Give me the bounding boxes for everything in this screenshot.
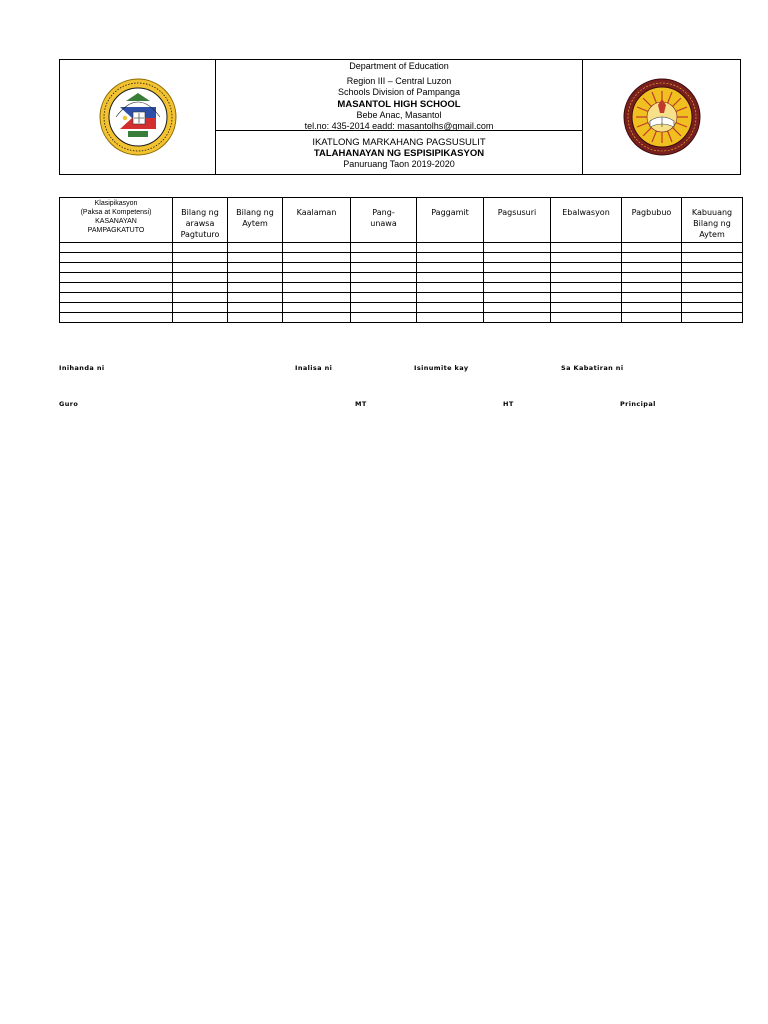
table-row xyxy=(60,283,743,293)
table-cell[interactable] xyxy=(551,303,622,313)
col-header-pagsusuri xyxy=(484,198,551,243)
table-cell[interactable] xyxy=(484,283,551,293)
prepared-by-label: Inihanda ni xyxy=(59,364,105,372)
exam-title: IKATLONG MARKAHANG PAGSUSULIT xyxy=(312,137,486,148)
table-cell[interactable] xyxy=(682,273,743,283)
division-line: Schools Division of Pampanga xyxy=(337,87,461,97)
table-cell[interactable] xyxy=(682,313,743,323)
table-cell[interactable] xyxy=(682,253,743,263)
table-cell[interactable] xyxy=(484,243,551,253)
table-cell[interactable] xyxy=(682,243,743,253)
table-cell[interactable] xyxy=(417,293,484,303)
table-cell[interactable] xyxy=(351,293,417,303)
col-header-pagbubuo xyxy=(622,198,682,243)
table-cell[interactable] xyxy=(228,253,283,263)
region-line: Region III – Central Luzon xyxy=(346,75,452,86)
table-cell[interactable] xyxy=(228,263,283,273)
table-cell[interactable] xyxy=(60,293,173,303)
school-year: Panuruang Taon 2019-2020 xyxy=(343,159,455,169)
header-line: Pang- xyxy=(372,208,395,217)
table-cell[interactable] xyxy=(551,283,622,293)
header-line: PAMPAGKATUTO xyxy=(87,227,145,234)
header-line: Bilang ng xyxy=(236,208,274,217)
table-cell[interactable] xyxy=(283,273,351,283)
table-cell[interactable] xyxy=(622,303,682,313)
header-line: Ebalwasyon xyxy=(562,208,610,217)
table-cell[interactable] xyxy=(351,283,417,293)
header-line: Pagtuturo xyxy=(180,230,220,239)
table-cell[interactable] xyxy=(484,253,551,263)
table-cell[interactable] xyxy=(228,243,283,253)
col-header-klasipikasyon xyxy=(60,198,173,243)
mt-label: MT xyxy=(355,400,367,408)
table-cell[interactable] xyxy=(283,263,351,273)
table-cell[interactable] xyxy=(622,293,682,303)
school-name: MASANTOL HIGH SCHOOL xyxy=(337,98,461,110)
letterhead xyxy=(59,59,741,175)
table-cell[interactable] xyxy=(417,263,484,273)
table-cell[interactable] xyxy=(417,253,484,263)
deped-seal-cell xyxy=(60,60,216,174)
header-line: Kaalaman xyxy=(296,208,337,217)
table-cell[interactable] xyxy=(173,303,228,313)
table-cell[interactable] xyxy=(682,293,743,303)
table-cell[interactable] xyxy=(283,253,351,263)
table-cell[interactable] xyxy=(417,273,484,283)
specification-table xyxy=(59,197,743,323)
table-cell[interactable] xyxy=(228,303,283,313)
table-cell[interactable] xyxy=(351,273,417,283)
table-cell[interactable] xyxy=(417,283,484,293)
table-cell[interactable] xyxy=(228,313,283,323)
school-address: Bebe Anac, Masantol xyxy=(356,109,442,120)
table-cell[interactable] xyxy=(283,283,351,293)
table-cell[interactable] xyxy=(682,303,743,313)
table-cell[interactable] xyxy=(484,293,551,303)
deped-seal-logo xyxy=(98,77,178,157)
header-line: arawsa xyxy=(185,219,215,228)
principal-label: Principal xyxy=(620,400,656,408)
table-cell[interactable] xyxy=(351,243,417,253)
table-row xyxy=(60,293,743,303)
table-cell[interactable] xyxy=(173,283,228,293)
table-row xyxy=(60,243,743,253)
table-cell[interactable] xyxy=(173,263,228,273)
col-header-bilang-ng-araw xyxy=(173,198,228,243)
table-cell[interactable] xyxy=(551,263,622,273)
table-header-row xyxy=(60,198,743,243)
header-line: Bilang ng xyxy=(181,208,219,217)
table-cell[interactable] xyxy=(417,303,484,313)
table-cell[interactable] xyxy=(417,243,484,253)
table-cell[interactable] xyxy=(351,313,417,323)
table-cell[interactable] xyxy=(622,283,682,293)
table-cell[interactable] xyxy=(283,303,351,313)
table-cell[interactable] xyxy=(60,273,173,283)
header-line: Bilang ng xyxy=(693,219,731,228)
submitted-to-label: Isinumite kay xyxy=(414,364,469,372)
col-header-ebalwasyon xyxy=(551,198,622,243)
table-cell[interactable] xyxy=(622,313,682,323)
table-cell[interactable] xyxy=(551,273,622,283)
table-cell[interactable] xyxy=(283,243,351,253)
table-cell[interactable] xyxy=(173,313,228,323)
school-seal-cell xyxy=(582,60,740,174)
table-cell[interactable] xyxy=(682,283,743,293)
table-cell[interactable] xyxy=(551,313,622,323)
header-line: Klasipikasyon xyxy=(94,200,138,207)
table-cell[interactable] xyxy=(551,253,622,263)
table-row xyxy=(60,263,743,273)
header-line: Aytem xyxy=(699,230,725,239)
table-cell[interactable] xyxy=(228,293,283,303)
table-cell[interactable] xyxy=(351,303,417,313)
table-cell[interactable] xyxy=(484,313,551,323)
header-line: KASANAYAN xyxy=(95,218,137,225)
table-cell[interactable] xyxy=(682,263,743,273)
table-cell[interactable] xyxy=(173,273,228,283)
table-cell[interactable] xyxy=(484,263,551,273)
table-cell[interactable] xyxy=(484,303,551,313)
table-body xyxy=(60,243,743,323)
table-cell[interactable] xyxy=(173,293,228,303)
table-cell[interactable] xyxy=(351,263,417,273)
letterhead-text xyxy=(215,60,583,174)
table-row xyxy=(60,273,743,283)
col-header-paggamit xyxy=(417,198,484,243)
table-cell[interactable] xyxy=(484,273,551,283)
table-cell[interactable] xyxy=(60,283,173,293)
table-cell[interactable] xyxy=(351,253,417,263)
table-cell[interactable] xyxy=(622,263,682,273)
table-cell[interactable] xyxy=(622,253,682,263)
table-cell[interactable] xyxy=(173,253,228,263)
table-cell[interactable] xyxy=(551,293,622,303)
header-line: Aytem xyxy=(242,219,268,228)
exam-block xyxy=(215,130,583,171)
table-cell[interactable] xyxy=(228,283,283,293)
noted-by-label: Sa Kabatiran ni xyxy=(561,364,624,372)
header-line: Paggamit xyxy=(431,208,469,217)
ht-label: HT xyxy=(503,400,514,408)
table-cell[interactable] xyxy=(622,273,682,283)
table-cell[interactable] xyxy=(60,263,173,273)
table-cell[interactable] xyxy=(60,303,173,313)
header-line: unawa xyxy=(370,219,397,228)
table-row xyxy=(60,303,743,313)
table-cell[interactable] xyxy=(417,313,484,323)
table-cell[interactable] xyxy=(551,243,622,253)
teacher-label: Guro xyxy=(59,400,79,408)
col-header-kabuuang-bilang xyxy=(682,198,743,243)
table-row xyxy=(60,253,743,263)
table-cell[interactable] xyxy=(283,293,351,303)
table-cell[interactable] xyxy=(622,243,682,253)
agency-block xyxy=(215,60,583,131)
school-seal-logo xyxy=(622,77,702,157)
table-cell[interactable] xyxy=(60,243,173,253)
table-cell[interactable] xyxy=(60,253,173,263)
header-line: Pagsusuri xyxy=(497,208,537,217)
exam-subtitle: TALAHANAYAN NG ESPISIPIKASYON xyxy=(313,148,485,159)
header-line: Pagbubuo xyxy=(631,208,672,217)
table-cell[interactable] xyxy=(60,313,173,323)
school-contact: tel.no: 435-2014 eadd: masantolhs@gmail.com xyxy=(304,121,494,131)
table-cell[interactable] xyxy=(228,273,283,283)
table-cell[interactable] xyxy=(283,313,351,323)
checked-by-label: Inalisa ni xyxy=(295,364,333,372)
table-cell[interactable] xyxy=(173,243,228,253)
header-line: (Paksa at Kompetensi) xyxy=(80,209,152,216)
col-header-pang-unawa xyxy=(351,198,417,243)
col-header-bilang-ng-aytem xyxy=(228,198,283,243)
department-line: Department of Education xyxy=(349,61,449,71)
header-line: Kabuuang xyxy=(691,208,733,217)
col-header-kaalaman xyxy=(283,198,351,243)
table-row xyxy=(60,313,743,323)
